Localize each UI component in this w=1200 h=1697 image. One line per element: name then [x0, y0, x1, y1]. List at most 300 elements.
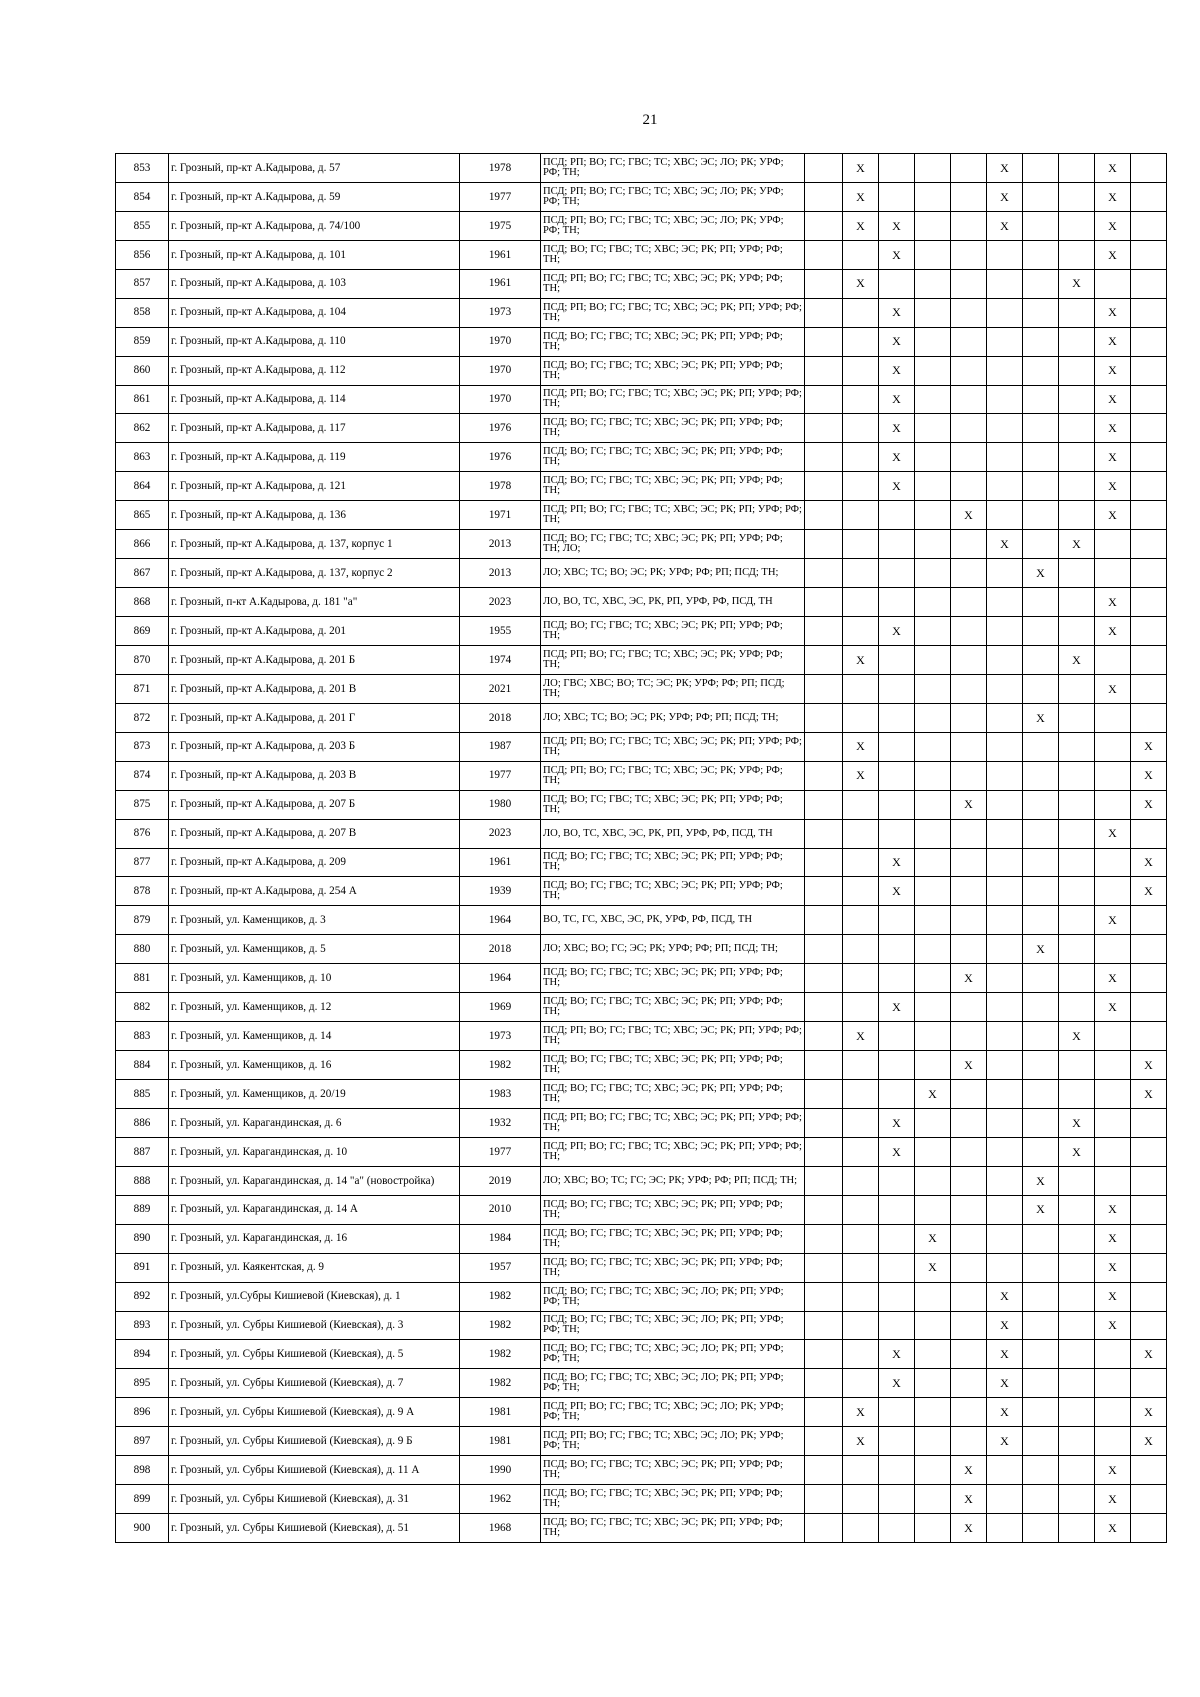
works-list-cell: ПСД; РП; ВО; ГС; ГВС; ТС; ХВС; ЭС; РК; РП; УРФ; РФ; ТН; — [541, 298, 805, 327]
mark-cell — [987, 935, 1023, 964]
address-cell: г. Грозный, пр-кт А.Кадырова, д. 137, корпус 2 — [169, 559, 460, 588]
mark-cell: X — [1131, 790, 1167, 819]
mark-cell — [843, 1080, 879, 1109]
mark-cell — [805, 935, 843, 964]
works-list-cell: ПСД; ВО; ГС; ГВС; ТС; ХВС; ЭС; РК; РП; УРФ; РФ; ТН; — [541, 1195, 805, 1224]
address-cell: г. Грозный, пр-кт А.Кадырова, д. 203 В — [169, 761, 460, 790]
mark-cell — [951, 1166, 987, 1195]
mark-cell — [987, 993, 1023, 1022]
mark-cell — [1131, 1369, 1167, 1398]
year-cell: 1976 — [460, 443, 541, 472]
works-list-cell: ПСД; РП; ВО; ГС; ГВС; ТС; ХВС; ЭС; ЛО; РК; УРФ; РФ; ТН; — [541, 154, 805, 183]
mark-cell — [1023, 1080, 1059, 1109]
mark-cell — [987, 327, 1023, 356]
mark-cell — [987, 1080, 1023, 1109]
mark-cell — [805, 588, 843, 617]
mark-cell — [987, 298, 1023, 327]
address-cell: г. Грозный, ул. Каменщиков, д. 12 — [169, 993, 460, 1022]
mark-cell — [951, 819, 987, 848]
address-cell: г. Грозный, пр-кт А.Кадырова, д. 254 А — [169, 877, 460, 906]
mark-cell — [951, 240, 987, 269]
mark-cell — [879, 645, 915, 674]
mark-cell: X — [843, 732, 879, 761]
mark-cell — [1023, 819, 1059, 848]
works-list-cell: ПСД; РП; ВО; ГС; ГВС; ТС; ХВС; ЭС; РК; РП; УРФ; РФ; ТН; — [541, 1022, 805, 1051]
mark-cell — [987, 1051, 1023, 1080]
mark-cell — [951, 588, 987, 617]
table-row — [116, 732, 1167, 761]
works-list-cell: ПСД; ВО; ГС; ГВС; ТС; ХВС; ЭС; РК; РП; УРФ; РФ; ТН; — [541, 414, 805, 443]
mark-cell — [879, 1514, 915, 1543]
row-number: 876 — [116, 819, 169, 848]
mark-cell — [1023, 993, 1059, 1022]
mark-cell — [1023, 1485, 1059, 1514]
mark-cell — [1023, 645, 1059, 674]
mark-cell — [1059, 443, 1095, 472]
mark-cell — [805, 1282, 843, 1311]
mark-cell — [1059, 211, 1095, 240]
mark-cell — [987, 906, 1023, 935]
mark-cell — [843, 617, 879, 646]
mark-cell — [1059, 298, 1095, 327]
year-cell: 1968 — [460, 1514, 541, 1543]
year-cell: 2013 — [460, 559, 541, 588]
mark-cell — [951, 617, 987, 646]
mark-cell — [1095, 1340, 1131, 1369]
table-row — [116, 1022, 1167, 1051]
mark-cell — [805, 1224, 843, 1253]
mark-cell — [915, 588, 951, 617]
address-cell: г. Грозный, ул. Каякентская, д. 9 — [169, 1253, 460, 1282]
mark-cell — [951, 645, 987, 674]
mark-cell: X — [1131, 761, 1167, 790]
mark-cell — [843, 964, 879, 993]
mark-cell — [843, 1253, 879, 1282]
mark-cell — [843, 877, 879, 906]
table-row — [116, 761, 1167, 790]
address-cell: г. Грозный, ул. Каменщиков, д. 5 — [169, 935, 460, 964]
mark-cell: X — [1095, 1514, 1131, 1543]
mark-cell — [1131, 1108, 1167, 1137]
table-row — [116, 848, 1167, 877]
mark-cell — [1059, 935, 1095, 964]
row-number: 856 — [116, 240, 169, 269]
mark-cell — [987, 1224, 1023, 1253]
works-list-cell: ПСД; ВО; ГС; ГВС; ТС; ХВС; ЭС; РК; РП; УРФ; РФ; ТН; — [541, 1224, 805, 1253]
mark-cell: X — [951, 1485, 987, 1514]
mark-cell — [1095, 1108, 1131, 1137]
address-cell: г. Грозный, пр-кт А.Кадырова, д. 119 — [169, 443, 460, 472]
row-number: 892 — [116, 1282, 169, 1311]
mark-cell: X — [1131, 1080, 1167, 1109]
mark-cell — [805, 1080, 843, 1109]
row-number: 874 — [116, 761, 169, 790]
row-number: 863 — [116, 443, 169, 472]
mark-cell — [1023, 1340, 1059, 1369]
year-cell: 1982 — [460, 1340, 541, 1369]
table-row — [116, 1080, 1167, 1109]
mark-cell — [951, 472, 987, 501]
mark-cell — [1131, 443, 1167, 472]
mark-cell — [987, 356, 1023, 385]
mark-cell — [805, 1195, 843, 1224]
mark-cell — [987, 645, 1023, 674]
address-cell: г. Грозный, ул. Субры Кишиевой (Киевская), д. 9 Б — [169, 1427, 460, 1456]
year-cell: 1970 — [460, 327, 541, 356]
table-row — [116, 703, 1167, 732]
mark-cell — [951, 1340, 987, 1369]
year-cell: 2018 — [460, 703, 541, 732]
mark-cell — [805, 1398, 843, 1427]
mark-cell: X — [1023, 703, 1059, 732]
row-number: 871 — [116, 674, 169, 703]
mark-cell — [915, 240, 951, 269]
mark-cell: X — [1095, 154, 1131, 183]
mark-cell: X — [879, 327, 915, 356]
mark-cell: X — [843, 1427, 879, 1456]
mark-cell — [1023, 1369, 1059, 1398]
mark-cell: X — [951, 501, 987, 530]
row-number: 859 — [116, 327, 169, 356]
year-cell: 1981 — [460, 1427, 541, 1456]
mark-cell: X — [987, 1311, 1023, 1340]
mark-cell: X — [879, 443, 915, 472]
mark-cell — [879, 530, 915, 559]
mark-cell — [915, 1398, 951, 1427]
mark-cell — [951, 1253, 987, 1282]
mark-cell: X — [987, 1369, 1023, 1398]
mark-cell — [951, 298, 987, 327]
table-row — [116, 1051, 1167, 1080]
row-number: 884 — [116, 1051, 169, 1080]
table-row — [116, 443, 1167, 472]
mark-cell — [805, 385, 843, 414]
mark-cell: X — [1131, 1051, 1167, 1080]
mark-cell — [1131, 414, 1167, 443]
mark-cell: X — [987, 1398, 1023, 1427]
address-cell: г. Грозный, пр-кт А.Кадырова, д. 110 — [169, 327, 460, 356]
year-cell: 1939 — [460, 877, 541, 906]
mark-cell — [879, 1456, 915, 1485]
mark-cell — [1023, 1051, 1059, 1080]
row-number: 855 — [116, 211, 169, 240]
mark-cell — [987, 1253, 1023, 1282]
mark-cell: X — [1095, 1311, 1131, 1340]
mark-cell: X — [987, 211, 1023, 240]
mark-cell — [1131, 472, 1167, 501]
mark-cell — [987, 1137, 1023, 1166]
row-number: 865 — [116, 501, 169, 530]
mark-cell — [951, 269, 987, 298]
mark-cell — [915, 154, 951, 183]
works-list-cell: ПСД; ВО; ГС; ГВС; ТС; ХВС; ЭС; РК; РП; УРФ; РФ; ТН; — [541, 240, 805, 269]
address-cell: г. Грозный, ул. Субры Кишиевой (Киевская), д. 9 А — [169, 1398, 460, 1427]
mark-cell — [1059, 501, 1095, 530]
mark-cell — [879, 674, 915, 703]
address-cell: г. Грозный, пр-кт А.Кадырова, д. 203 Б — [169, 732, 460, 761]
mark-cell — [915, 935, 951, 964]
mark-cell — [805, 182, 843, 211]
year-cell: 1977 — [460, 182, 541, 211]
year-cell: 1987 — [460, 732, 541, 761]
table-row — [116, 298, 1167, 327]
mark-cell — [915, 530, 951, 559]
row-number: 891 — [116, 1253, 169, 1282]
works-list-cell: ПСД; ВО; ГС; ГВС; ТС; ХВС; ЭС; РК; РП; УРФ; РФ; ТН; — [541, 617, 805, 646]
works-list-cell: ПСД; ВО; ГС; ГВС; ТС; ХВС; ЭС; РК; РП; УРФ; РФ; ТН; — [541, 1456, 805, 1485]
mark-cell — [1023, 761, 1059, 790]
row-number: 894 — [116, 1340, 169, 1369]
row-number: 867 — [116, 559, 169, 588]
mark-cell — [1023, 588, 1059, 617]
row-number: 873 — [116, 732, 169, 761]
mark-cell — [1023, 472, 1059, 501]
mark-cell — [951, 1022, 987, 1051]
mark-cell: X — [1095, 298, 1131, 327]
mark-cell — [843, 530, 879, 559]
mark-cell — [1023, 790, 1059, 819]
mark-cell — [915, 645, 951, 674]
mark-cell — [915, 1051, 951, 1080]
mark-cell — [805, 790, 843, 819]
mark-cell — [843, 993, 879, 1022]
works-list-cell: ПСД; ВО; ГС; ГВС; ТС; ХВС; ЭС; ЛО; РК; РП; УРФ; РФ; ТН; — [541, 1340, 805, 1369]
mark-cell: X — [987, 1427, 1023, 1456]
mark-cell: X — [843, 1022, 879, 1051]
mark-cell — [915, 848, 951, 877]
table-row — [116, 1195, 1167, 1224]
mark-cell — [1023, 1022, 1059, 1051]
mark-cell — [879, 703, 915, 732]
mark-cell — [1059, 1224, 1095, 1253]
mark-cell — [1095, 1398, 1131, 1427]
mark-cell: X — [987, 154, 1023, 183]
mark-cell: X — [1131, 732, 1167, 761]
mark-cell — [805, 1022, 843, 1051]
mark-cell — [1095, 935, 1131, 964]
mark-cell — [915, 1427, 951, 1456]
mark-cell — [843, 1340, 879, 1369]
mark-cell — [805, 1369, 843, 1398]
mark-cell — [1023, 1427, 1059, 1456]
mark-cell — [805, 211, 843, 240]
year-cell: 2010 — [460, 1195, 541, 1224]
mark-cell: X — [843, 761, 879, 790]
row-number: 890 — [116, 1224, 169, 1253]
table-row — [116, 385, 1167, 414]
mark-cell — [1131, 674, 1167, 703]
table-row — [116, 877, 1167, 906]
year-cell: 1973 — [460, 298, 541, 327]
mark-cell — [1095, 1022, 1131, 1051]
mark-cell — [915, 732, 951, 761]
address-cell: г. Грозный, пр-кт А.Кадырова, д. 104 — [169, 298, 460, 327]
row-number: 899 — [116, 1485, 169, 1514]
address-cell: г. Грозный, ул. Субры Кишиевой (Киевская), д. 7 — [169, 1369, 460, 1398]
mark-cell — [987, 819, 1023, 848]
mark-cell — [1023, 182, 1059, 211]
mark-cell — [1023, 298, 1059, 327]
mark-cell — [987, 588, 1023, 617]
mark-cell — [879, 1051, 915, 1080]
mark-cell — [879, 935, 915, 964]
address-cell: г. Грозный, ул. Субры Кишиевой (Киевская), д. 3 — [169, 1311, 460, 1340]
mark-cell — [1131, 588, 1167, 617]
mark-cell: X — [987, 530, 1023, 559]
table-row — [116, 530, 1167, 559]
table-row — [116, 154, 1167, 183]
mark-cell — [843, 1311, 879, 1340]
row-number: 895 — [116, 1369, 169, 1398]
mark-cell — [951, 993, 987, 1022]
mark-cell — [1131, 327, 1167, 356]
works-list-cell: ПСД; РП; ВО; ГС; ГВС; ТС; ХВС; ЭС; РК; УРФ; РФ; ТН; — [541, 645, 805, 674]
mark-cell: X — [879, 1369, 915, 1398]
mark-cell — [805, 1051, 843, 1080]
mark-cell — [915, 674, 951, 703]
mark-cell: X — [843, 269, 879, 298]
mark-cell — [805, 645, 843, 674]
year-cell: 1982 — [460, 1051, 541, 1080]
mark-cell — [1131, 993, 1167, 1022]
mark-cell — [1023, 211, 1059, 240]
works-list-cell: ПСД; ВО; ГС; ГВС; ТС; ХВС; ЭС; РК; РП; УРФ; РФ; ТН; — [541, 1253, 805, 1282]
mark-cell — [1059, 1398, 1095, 1427]
mark-cell — [879, 790, 915, 819]
mark-cell — [1095, 790, 1131, 819]
mark-cell — [805, 472, 843, 501]
mark-cell — [1059, 559, 1095, 588]
mark-cell: X — [1059, 1108, 1095, 1137]
mark-cell — [1131, 1195, 1167, 1224]
mark-cell: X — [1059, 269, 1095, 298]
mark-cell — [843, 472, 879, 501]
mark-cell — [805, 1166, 843, 1195]
mark-cell — [1023, 240, 1059, 269]
mark-cell — [951, 182, 987, 211]
mark-cell — [805, 530, 843, 559]
mark-cell — [1023, 530, 1059, 559]
mark-cell — [1131, 211, 1167, 240]
mark-cell — [805, 501, 843, 530]
mark-cell — [1131, 1022, 1167, 1051]
mark-cell — [1059, 1369, 1095, 1398]
mark-cell — [843, 414, 879, 443]
mark-cell — [805, 1340, 843, 1369]
mark-cell — [805, 1253, 843, 1282]
mark-cell — [987, 559, 1023, 588]
mark-cell — [915, 1311, 951, 1340]
mark-cell — [1131, 617, 1167, 646]
mark-cell — [879, 1166, 915, 1195]
mark-cell — [1023, 617, 1059, 646]
mark-cell: X — [843, 1398, 879, 1427]
address-cell: г. Грозный, пр-кт А.Кадырова, д. 207 В — [169, 819, 460, 848]
mark-cell — [1059, 674, 1095, 703]
mark-cell — [805, 703, 843, 732]
mark-cell: X — [1059, 1022, 1095, 1051]
mark-cell — [951, 154, 987, 183]
table-row — [116, 964, 1167, 993]
table-row — [116, 674, 1167, 703]
mark-cell — [805, 1456, 843, 1485]
mark-cell — [843, 1456, 879, 1485]
year-cell: 1975 — [460, 211, 541, 240]
table-row — [116, 1456, 1167, 1485]
mark-cell — [1095, 1369, 1131, 1398]
mark-cell — [987, 877, 1023, 906]
mark-cell — [951, 559, 987, 588]
mark-cell — [951, 703, 987, 732]
works-list-cell: ПСД; ВО; ГС; ГВС; ТС; ХВС; ЭС; РК; РП; УРФ; РФ; ТН; — [541, 1051, 805, 1080]
mark-cell: X — [879, 211, 915, 240]
mark-cell — [1095, 1080, 1131, 1109]
mark-cell — [805, 269, 843, 298]
mark-cell — [805, 1485, 843, 1514]
mark-cell — [805, 1137, 843, 1166]
address-cell: г. Грозный, ул. Субры Кишиевой (Киевская), д. 11 А — [169, 1456, 460, 1485]
mark-cell — [1023, 1398, 1059, 1427]
mark-cell — [987, 790, 1023, 819]
year-cell: 1961 — [460, 848, 541, 877]
mark-cell — [951, 327, 987, 356]
table-row — [116, 588, 1167, 617]
table-row — [116, 645, 1167, 674]
mark-cell — [1131, 703, 1167, 732]
mark-cell: X — [1023, 1166, 1059, 1195]
mark-cell — [915, 356, 951, 385]
works-list-cell: ПСД; ВО; ГС; ГВС; ТС; ХВС; ЭС; РК; РП; УРФ; РФ; ТН; — [541, 993, 805, 1022]
mark-cell — [879, 1253, 915, 1282]
mark-cell — [1095, 269, 1131, 298]
row-number: 861 — [116, 385, 169, 414]
mark-cell — [1059, 1051, 1095, 1080]
mark-cell — [951, 1282, 987, 1311]
year-cell: 1981 — [460, 1398, 541, 1427]
table-row — [116, 356, 1167, 385]
mark-cell — [915, 1108, 951, 1137]
mark-cell — [1059, 703, 1095, 732]
mark-cell — [951, 732, 987, 761]
mark-cell — [987, 501, 1023, 530]
table-row — [116, 906, 1167, 935]
mark-cell — [1023, 877, 1059, 906]
mark-cell — [987, 1456, 1023, 1485]
mark-cell — [879, 1427, 915, 1456]
mark-cell — [1131, 1224, 1167, 1253]
mark-cell — [879, 732, 915, 761]
mark-cell — [805, 1108, 843, 1137]
row-number: 869 — [116, 617, 169, 646]
address-cell: г. Грозный, ул. Карагандинская, д. 10 — [169, 1137, 460, 1166]
mark-cell — [1131, 819, 1167, 848]
table-row — [116, 559, 1167, 588]
address-cell: г. Грозный, ул. Каменщиков, д. 10 — [169, 964, 460, 993]
mark-cell — [1023, 1282, 1059, 1311]
row-number: 880 — [116, 935, 169, 964]
mark-cell: X — [879, 356, 915, 385]
mark-cell — [1131, 1137, 1167, 1166]
table-row — [116, 501, 1167, 530]
row-number: 878 — [116, 877, 169, 906]
mark-cell — [1095, 848, 1131, 877]
mark-cell — [1059, 1427, 1095, 1456]
year-cell: 1961 — [460, 240, 541, 269]
mark-cell: X — [1095, 240, 1131, 269]
works-list-cell: ПСД; ВО; ГС; ГВС; ТС; ХВС; ЭС; РК; РП; УРФ; РФ; ТН; — [541, 443, 805, 472]
works-list-cell: ЛО; ГВС; ХВС; ВО; ТС; ЭС; РК; УРФ; РФ; РП; ПСД; ТН; — [541, 674, 805, 703]
mark-cell — [951, 761, 987, 790]
